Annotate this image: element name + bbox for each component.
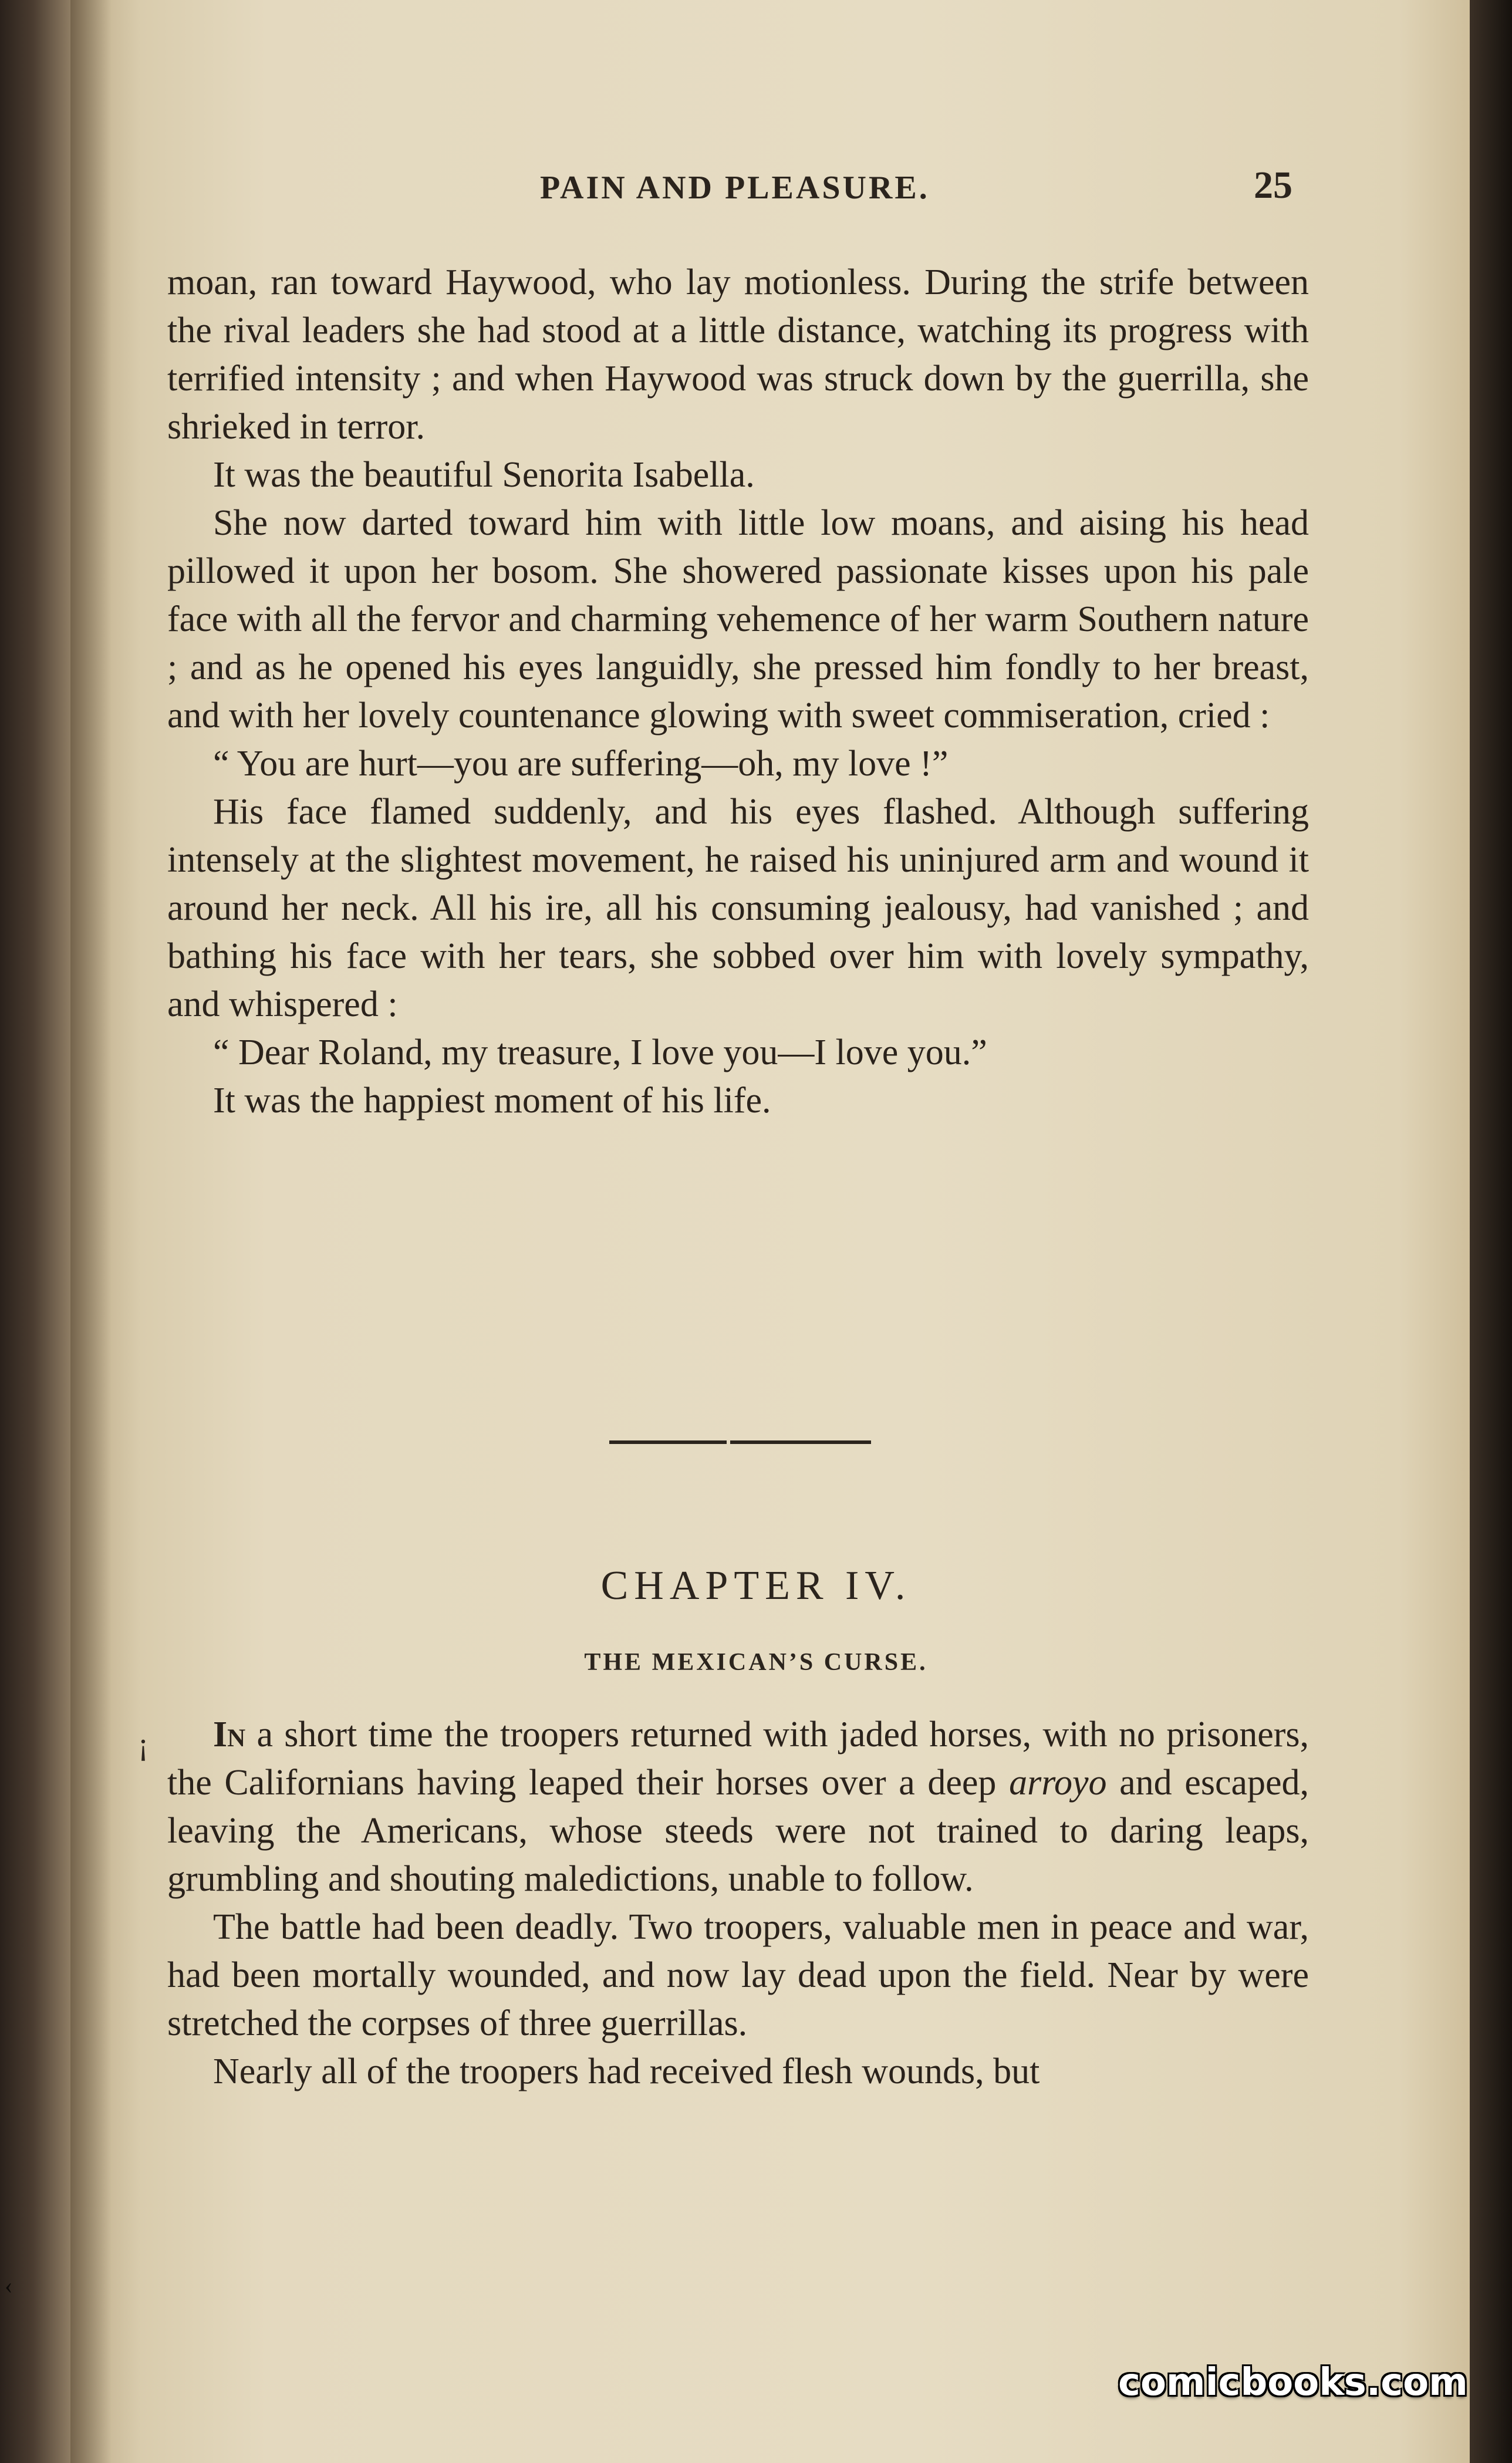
section-divider-left xyxy=(609,1440,727,1444)
paragraph: Nearly all of the troopers had received flesh wounds, but xyxy=(213,2052,1040,2091)
paragraph: It was the happiest moment of his life. xyxy=(213,1081,771,1121)
paragraph-first xyxy=(167,1710,1309,1903)
lead-word: In xyxy=(213,1715,246,1755)
section-2-text xyxy=(167,1710,1309,2096)
paragraph: She now darted toward him with little low moans, and aising his head pillowed it upon her bosom. She showered passionate kisses upon his pale face with all the fervor and charming vehemence of her warm Southern nature ; and as he opened his eyes languidly, she pressed him fondly to her breast, and with her lovely countenance glowing with sweet commiseration, cried : xyxy=(167,503,1309,735)
watermark-logo: comicbooks.com xyxy=(1118,2361,1468,2404)
page-number: 25 xyxy=(1254,164,1292,207)
edge-mark: ‹ xyxy=(5,2272,13,2299)
chapter-heading: CHAPTER IV. xyxy=(600,1563,912,1608)
page-right-edge xyxy=(1470,0,1512,2463)
paragraph-text-after: and escaped, leaving the Americans, whose steeds were not trained to daring leaps, grumbling and shouting maledictions, unable to follow. xyxy=(167,1763,1309,1899)
paragraph: It was the beautiful Senorita Isabella. xyxy=(213,455,755,495)
paragraph: The battle had been deadly. Two troopers, valuable men in peace and war, had been mortally wounded, and now lay dead upon the field. Near by were stretched the corpses of three guerrillas. xyxy=(167,1907,1309,2043)
section-divider-right xyxy=(730,1440,871,1444)
section-1-text xyxy=(167,258,1309,1125)
paragraph: “ Dear Roland, my treasure, I love you—I love you.” xyxy=(213,1033,987,1072)
paragraph: His face flamed suddenly, and his eyes flashed. Although suffering intensely at the slightest movement, he raised his uninjured arm and wound it around her neck. All his ire, all his consuming jealousy, had vanished ; and bathing his face with her tears, she sobbed over him with lovely sympathy, and whispered : xyxy=(167,792,1309,1024)
gutter-shadow xyxy=(70,0,112,2463)
italic-word: arroyo xyxy=(1009,1763,1107,1803)
running-head: PAIN AND PLEASURE. xyxy=(540,170,930,206)
margin-mark: ¡ xyxy=(138,1726,148,1762)
chapter-subtitle: THE MEXICAN’S CURSE. xyxy=(584,1649,928,1676)
paragraph: moan, ran toward Haywood, who lay motionless. During the strife between the rival leaders she had stood at a little distance, watching its progress with terrified intensity ; and when Haywood was struck down by the guerrilla, she shrieked in terror. xyxy=(167,262,1309,447)
book-spine-edge xyxy=(0,0,82,2463)
paragraph-text: a short time the troopers returned with jaded horses, with no prisoners, the Californians having leaped their horses over a deep xyxy=(167,1715,1309,1803)
paragraph: “ You are hurt—you are suffering—oh, my love !” xyxy=(213,744,949,784)
